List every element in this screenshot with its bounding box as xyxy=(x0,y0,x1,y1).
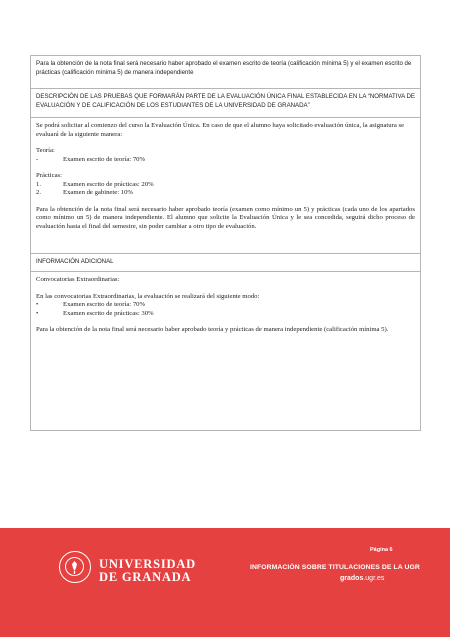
additional-info-heading-cell xyxy=(31,254,420,272)
list-marker: 2. xyxy=(36,189,42,196)
list-item-text: Examen de gabinete: 10% xyxy=(63,189,134,196)
grading-requirement-text: Para la obtención de la nota final será necesario haber aprobado el examen escrito de teoría (calificación mínima 5) y el examen escrito de prácticas (calificación mínima 5) de manera independiente xyxy=(36,60,412,76)
extraordinary-intro: En las convocatorias Extraordinarias, la evaluación se realizará del siguiente modo: xyxy=(36,292,260,300)
evaluation-table xyxy=(30,55,421,431)
page-number: Página 6 xyxy=(370,547,393,553)
extraordinary-title: Convocatorias Extraordinarias: xyxy=(36,276,120,283)
extraordinary-item xyxy=(36,310,415,319)
extraordinary-item xyxy=(36,301,415,310)
site-rest: .ugr.es xyxy=(363,575,385,582)
single-evaluation-intro: Se podrá solicitar al comienzo del curso la Evaluación Única. En caso de que el alumno haya solicitado evaluación única, la asignatura se evaluará de la siguiente manera: xyxy=(36,122,405,138)
list-item-text: Examen escrito de teoría: 70% xyxy=(63,155,146,163)
degrees-site-link[interactable] xyxy=(340,575,384,582)
grading-requirement-cell xyxy=(31,56,420,89)
bullet-marker: • xyxy=(36,301,39,308)
bullet-marker: • xyxy=(36,309,39,317)
teoria-item xyxy=(36,156,415,165)
university-seal-icon xyxy=(59,551,91,583)
university-name-line1: UNIVERSIDAD xyxy=(99,557,197,571)
degree-info-label: INFORMACIÓN SOBRE TITULACIONES DE LA UGR xyxy=(250,564,420,571)
single-evaluation-heading: DESCRIPCIÓN DE LAS PRUEBAS QUE FORMARÁN PARTE DE LA EVALUACIÓN ÚNICA FINAL ESTABLECIDA EN LA “NORMATIVA DE EVALUACIÓN Y DE CALIFICACIÓN DE LOS ESTUDIANTES DE LA UNIVERSIDAD DE GRANADA” xyxy=(36,93,415,109)
list-item-text: Examen escrito de prácticas: 20% xyxy=(63,180,154,188)
single-evaluation-heading-cell xyxy=(31,89,420,118)
additional-info-heading: INFORMACIÓN ADICIONAL xyxy=(36,258,114,265)
single-evaluation-description-cell xyxy=(31,118,420,254)
list-item-text: Examen escrito de prácticas: 30% xyxy=(63,309,154,317)
pomegranate-icon xyxy=(60,552,89,581)
practicas-title: Prácticas: xyxy=(36,172,62,179)
university-name-line2: DE GRANADA xyxy=(99,570,192,584)
page-footer xyxy=(0,528,450,637)
extraordinary-calls-cell xyxy=(31,272,420,430)
list-item-text: Examen escrito de teoría: 70% xyxy=(63,301,146,308)
practicas-item xyxy=(36,181,415,190)
list-marker: - xyxy=(36,155,39,163)
teoria-title: Teoría: xyxy=(36,147,55,154)
practicas-item xyxy=(36,189,415,198)
extraordinary-closing: Para la obtención de la nota final será necesario haber aprobado teoría y prácticas de manera independiente (calificación mínima 5). xyxy=(36,326,389,333)
list-marker: 1. xyxy=(36,180,42,188)
single-evaluation-closing: Para la obtención de la nota final será necesario haber aprobado teoría (examen como mínimo un 5) y prácticas (cada uno de los apartados como mínimo un 5) de manera independiente. El alumno que solicite la Evaluación Única y le sea concedida, seguirá dicho proceso de evaluación hasta el final del semestre, sin poder cambiar a otro tipo de evaluación. xyxy=(36,205,415,230)
site-main: grados xyxy=(340,575,364,582)
